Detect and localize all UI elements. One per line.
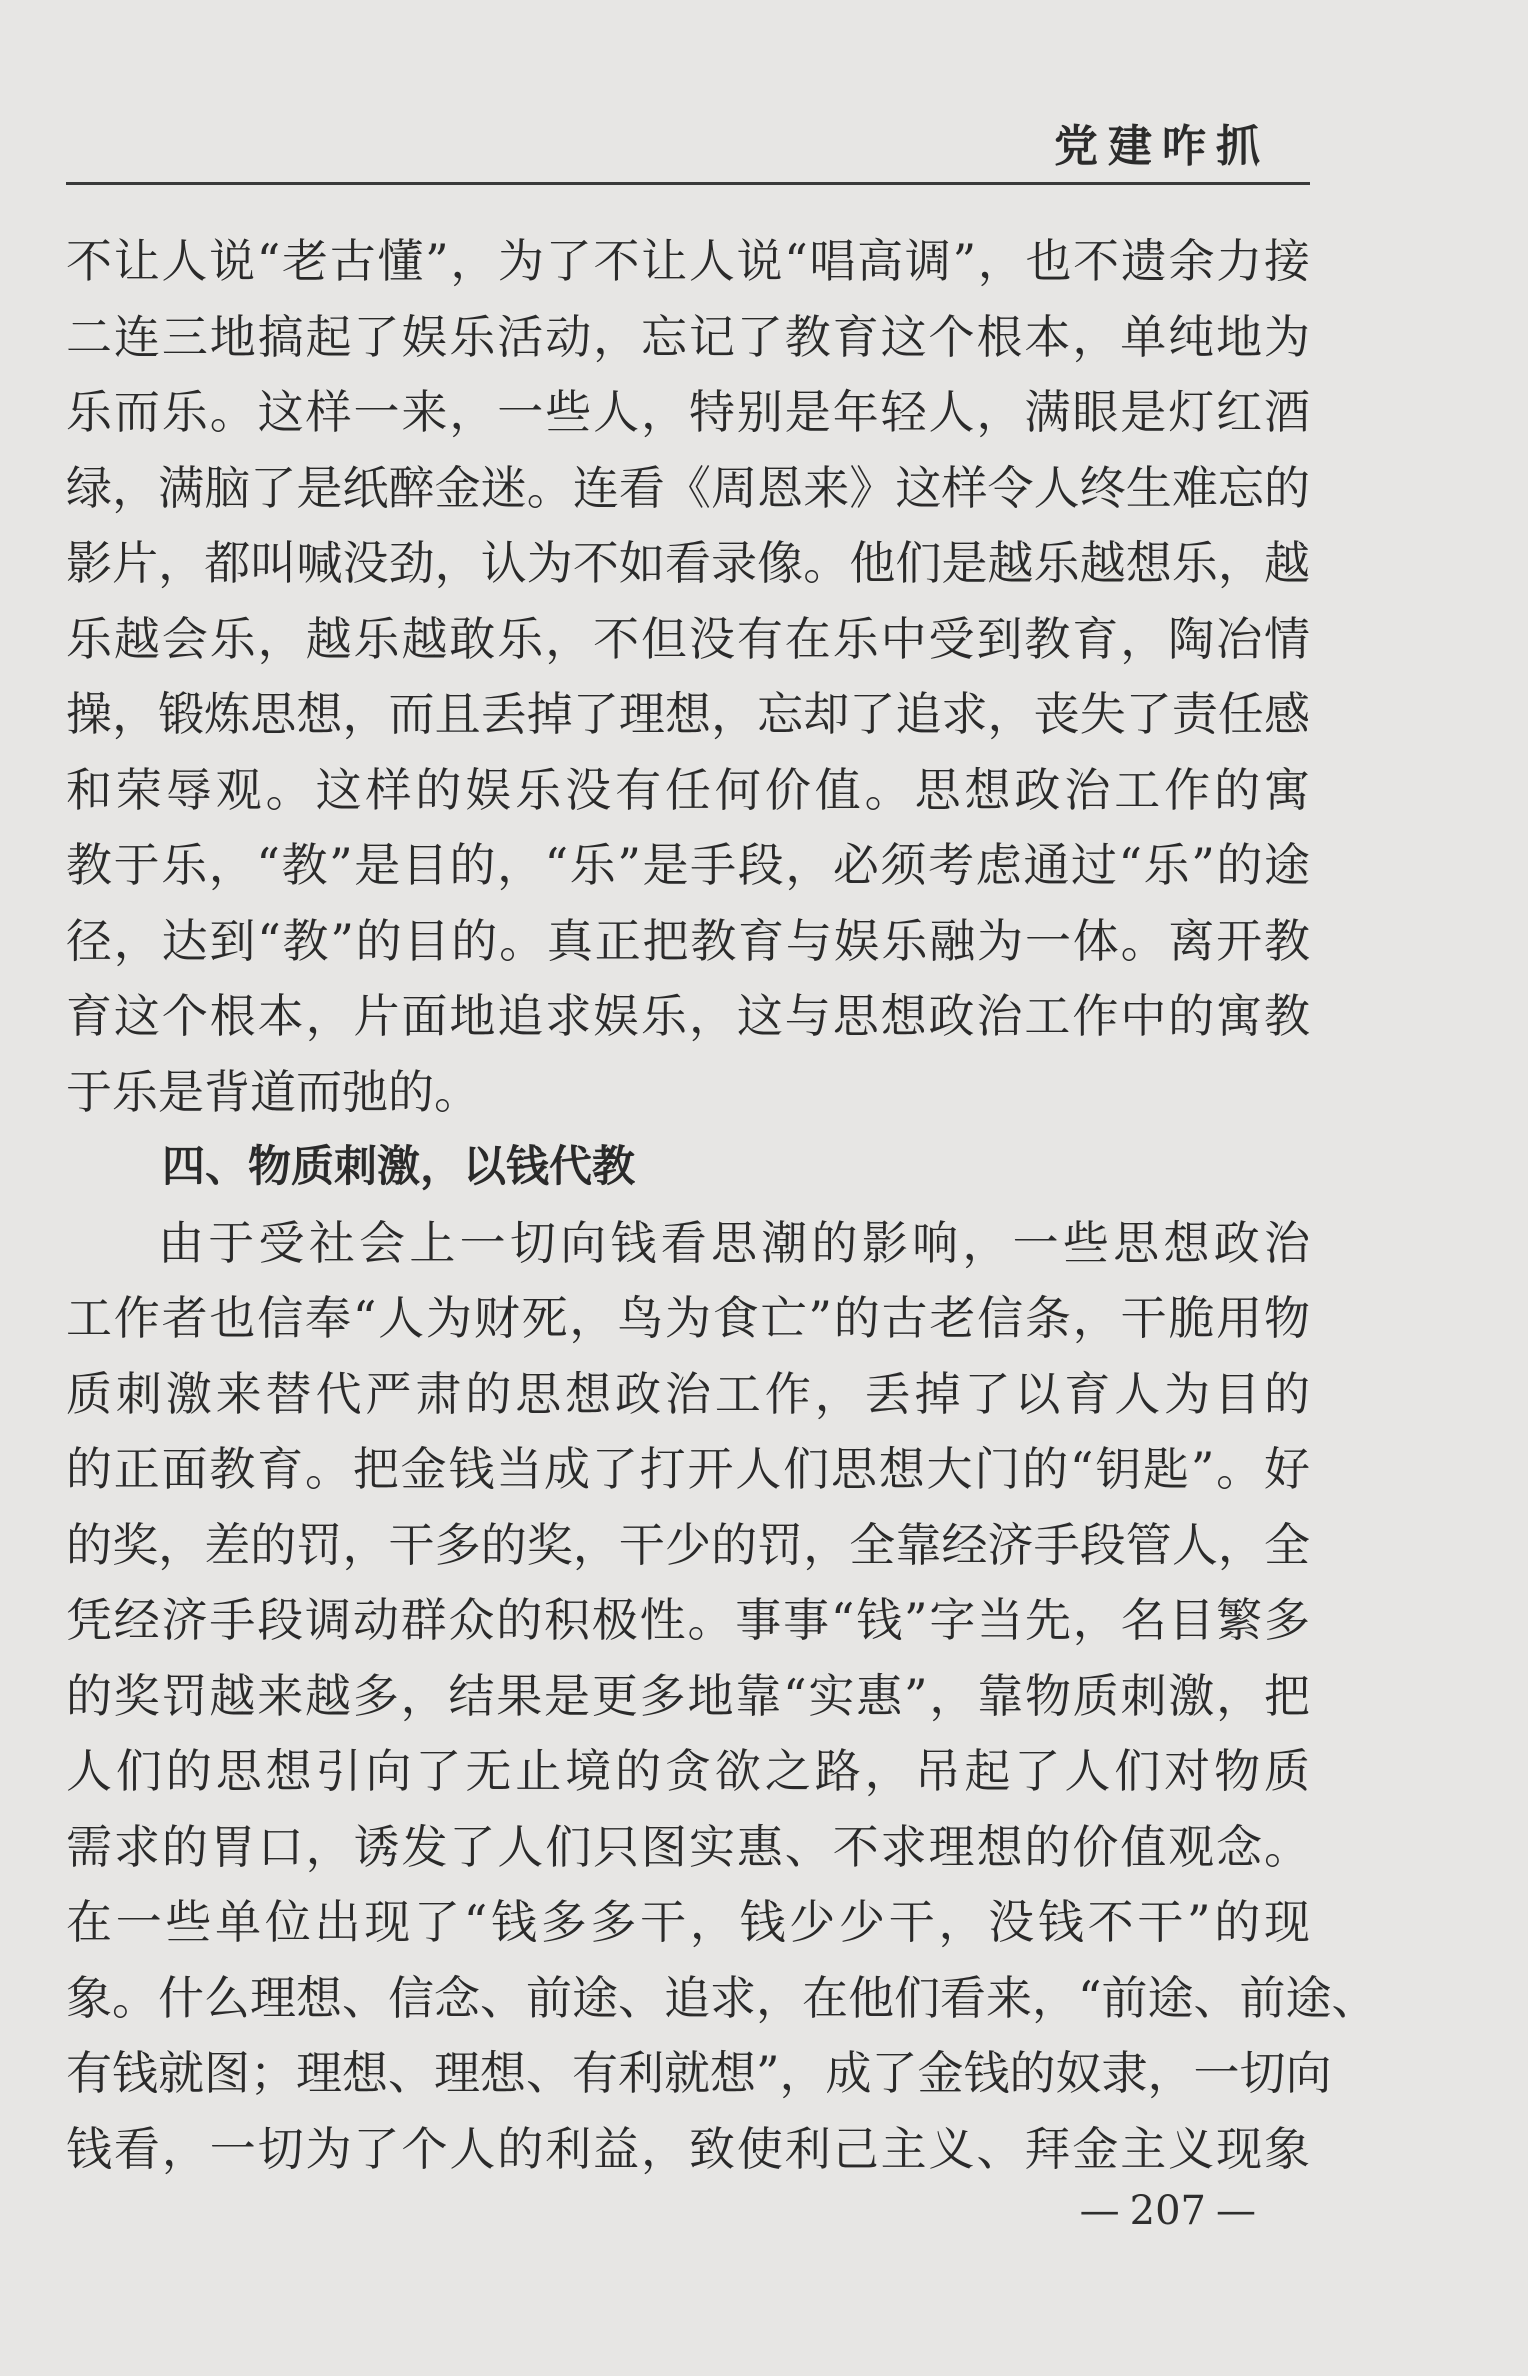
header-rule (66, 182, 1310, 185)
dash-right: — (1216, 2188, 1256, 2234)
page-number (1070, 2188, 1266, 2234)
text-line: 的奖，差的罚，干多的奖，干少的罚，全靠经济手段管人，全 (66, 1517, 1310, 1572)
text-line: 工作者也信奉“人为财死，鸟为食亡”的古老信条，干脆用物 (66, 1291, 1310, 1345)
text-line: 乐而乐。这样一来，一些人，特别是年轻人，满眼是灯红酒 (66, 385, 1310, 439)
text-line: 影片，都叫喊没劲，认为不如看录像。他们是越乐越想乐，越 (66, 536, 1310, 590)
text-line: 径，达到“教”的目的。真正把教育与娱乐融为一体。离开教 (66, 913, 1310, 968)
text-line: 于乐是背道而弛的。 (66, 1064, 480, 1119)
text-line: 质刺激来替代严肃的思想政治工作，丢掉了以育人为目的 (66, 1366, 1310, 1421)
section-heading: 四、物质刺激，以钱代教 (162, 1142, 635, 1192)
text-line: 凭经济手段调动群众的积极性。事事“钱”字当先，名目繁多 (66, 1593, 1310, 1647)
text-line: 象。什么理想、信念、前途、追求，在他们看来，“前途、前途、 (66, 1970, 1378, 2025)
text-line: 乐越会乐，越乐越敢乐，不但没有在乐中受到教育，陶冶情 (66, 611, 1310, 666)
text-line: 和荣辱观。这样的娱乐没有任何价值。思想政治工作的寓 (66, 762, 1310, 817)
text-line: 钱看，一切为了个人的利益，致使利己主义、拜金主义现象 (66, 2121, 1310, 2176)
text-line: 有钱就图；理想、理想、有利就想”，成了金钱的奴隶，一切向 (66, 2046, 1332, 2100)
page-number-value: 207 (1129, 2188, 1206, 2234)
text-line: 在一些单位出现了“钱多多干，钱少少干，没钱不干”的现 (66, 1895, 1310, 1949)
text-line: 育这个根本，片面地追求娱乐，这与思想政治工作中的寓教 (66, 989, 1310, 1043)
body-text (66, 224, 1378, 2187)
text-line: 绿，满脑了是纸醉金迷。连看《周恩来》这样令人终生难忘的 (66, 460, 1310, 515)
text-line: 由于受社会上一切向钱看思潮的影响，一些思想政治 (158, 1215, 1310, 1270)
text-line: 人们的思想引向了无止境的贪欲之路，吊起了人们对物质 (66, 1744, 1310, 1798)
text-line: 二连三地搞起了娱乐活动，忘记了教育这个根本，单纯地为 (66, 309, 1310, 364)
text-line: 不让人说“老古懂”，为了不让人说“唱高调”，也不遗余力接 (66, 234, 1310, 288)
dash-left: — (1079, 2188, 1120, 2234)
running-header-title: 党建咋抓 (1054, 121, 1270, 172)
text-line: 需求的胃口，诱发了人们只图实惠、不求理想的价值观念。 (66, 1819, 1310, 1874)
text-line: 操，锻炼思想，而且丢掉了理想，忘却了追求，丧失了责任感 (66, 687, 1310, 741)
text-line: 的正面教育。把金钱当成了打开人们思想大门的“钥匙”。好 (66, 1442, 1310, 1496)
text-line: 教于乐，“教”是目的，“乐”是手段，必须考虑通过“乐”的途 (66, 838, 1310, 892)
text-line: 的奖罚越来越多，结果是更多地靠“实惠”，靠物质刺激，把 (66, 1668, 1310, 1723)
